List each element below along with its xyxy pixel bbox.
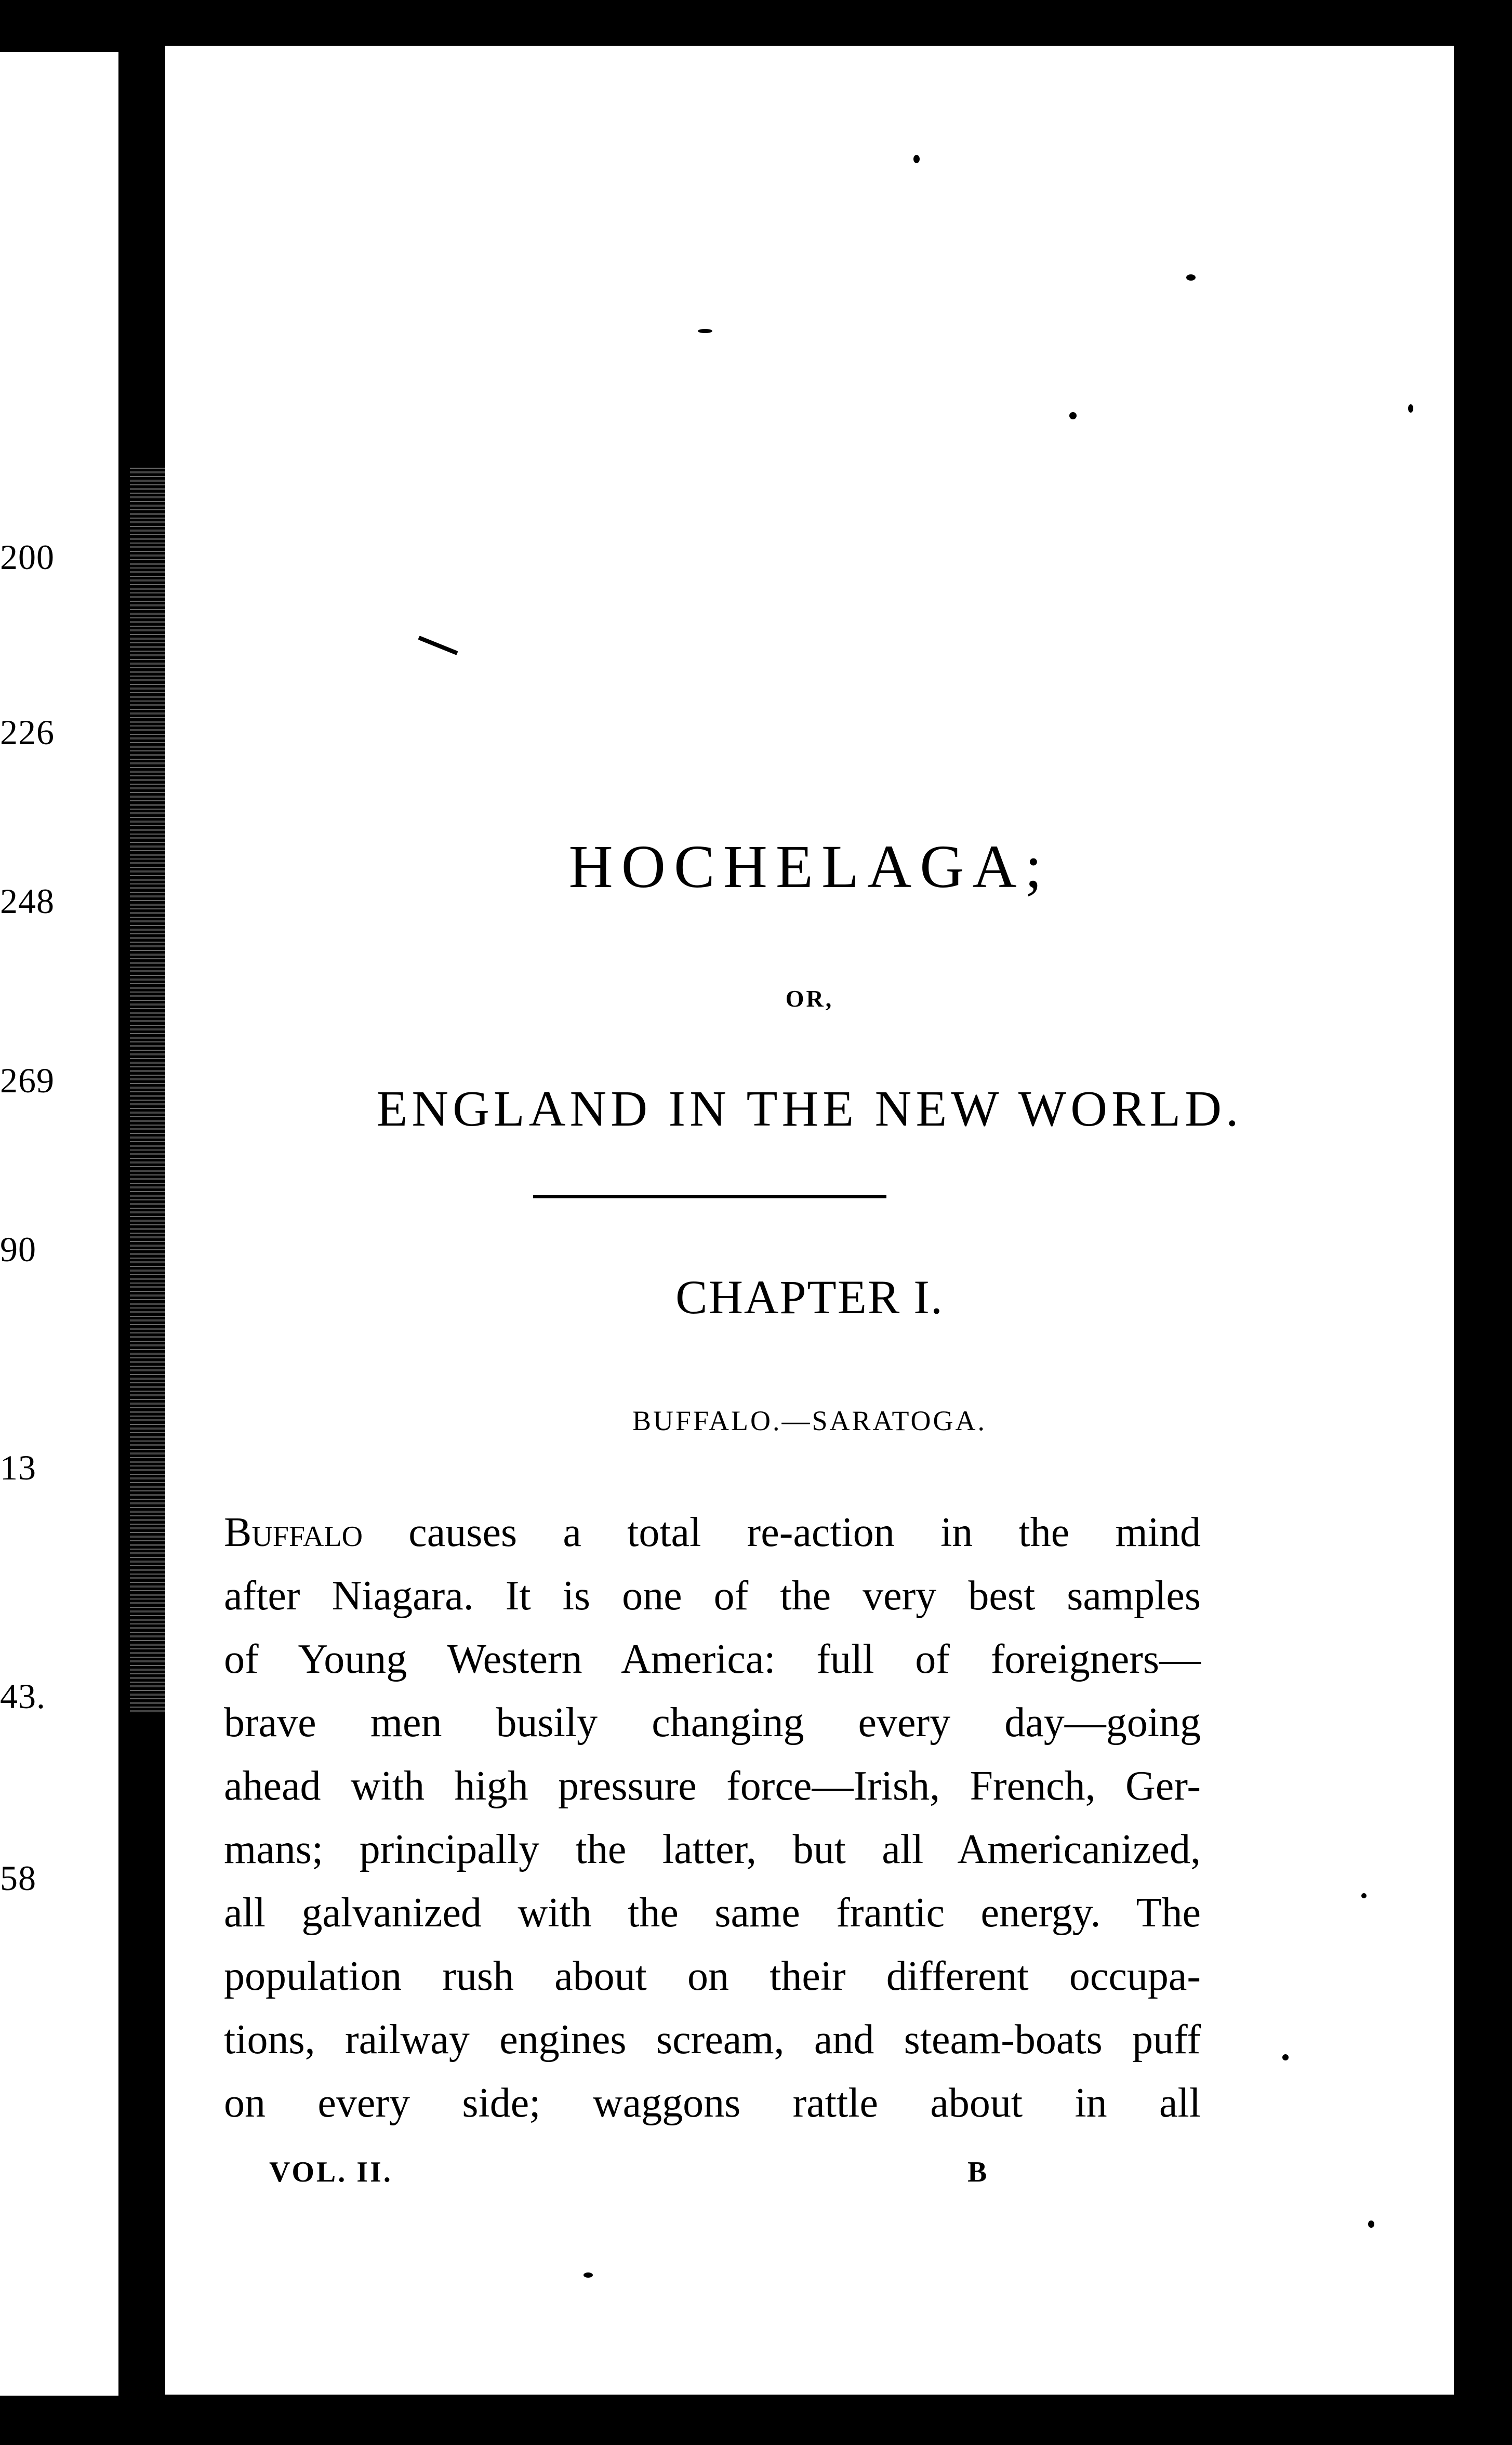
title-connector: OR, <box>785 985 834 1012</box>
text-line-rest: causes a total re-action in the mind <box>363 1510 1201 1555</box>
volume-signature: VOL. II. <box>269 2156 393 2188</box>
scan-speck <box>1368 2221 1374 2228</box>
text-line: mans; principally the latter, but all Americanized, <box>224 1827 1201 1872</box>
text-line: on every side; waggons rattle about in all <box>224 2080 1201 2126</box>
scan-speck <box>418 636 458 655</box>
adjacent-page-strip <box>0 52 118 2396</box>
scan-speck <box>698 329 712 333</box>
scan-speck <box>913 155 920 163</box>
margin-page-number: 90 <box>0 1230 36 1269</box>
text-line <box>224 1501 1201 1564</box>
chapter-subject: BUFFALO.—SARATOGA. <box>632 1405 987 1436</box>
text-line: after Niagara. It is one of the very best samples <box>224 1573 1201 1619</box>
text-line: brave men busily changing every day—going <box>224 1700 1201 1746</box>
text-line: all galvanized with the same frantic energy. The <box>224 1890 1201 1936</box>
book-subtitle: ENGLAND IN THE NEW WORLD. <box>376 1081 1243 1137</box>
margin-page-number: 13 <box>0 1448 36 1487</box>
scan-speck <box>1186 274 1196 281</box>
book-page <box>165 46 1454 2395</box>
text-line: of Young Western America: full of foreigners— <box>224 1636 1201 1682</box>
text-line: population rush about on their different occupa- <box>224 1953 1201 1999</box>
title-divider <box>533 1195 886 1198</box>
margin-page-number: 269 <box>0 1061 55 1100</box>
margin-page-number: 226 <box>0 712 55 752</box>
scan-speck <box>1408 404 1413 413</box>
scan-speck <box>583 2272 593 2278</box>
signature-mark: B <box>967 2156 987 2188</box>
chapter-heading: CHAPTER I. <box>675 1271 944 1324</box>
scan-speck <box>1282 2054 1289 2060</box>
margin-page-number: 200 <box>0 537 55 577</box>
margin-page-number: 43. <box>0 1676 46 1716</box>
scan-speck <box>1361 1893 1367 1898</box>
margin-page-number: 248 <box>0 881 55 921</box>
text-line: ahead with high pressure force—Irish, French, Ger- <box>224 1763 1201 1809</box>
drop-word: Buffalo <box>224 1510 363 1555</box>
margin-page-number: 58 <box>0 1858 36 1898</box>
text-line: tions, railway engines scream, and steam-boats puff <box>224 2017 1201 2063</box>
chapter-body <box>224 1501 1201 2135</box>
scan-speck <box>1069 412 1077 419</box>
book-title: HOCHELAGA; <box>568 832 1051 901</box>
page-edge-shadow <box>130 468 166 1715</box>
